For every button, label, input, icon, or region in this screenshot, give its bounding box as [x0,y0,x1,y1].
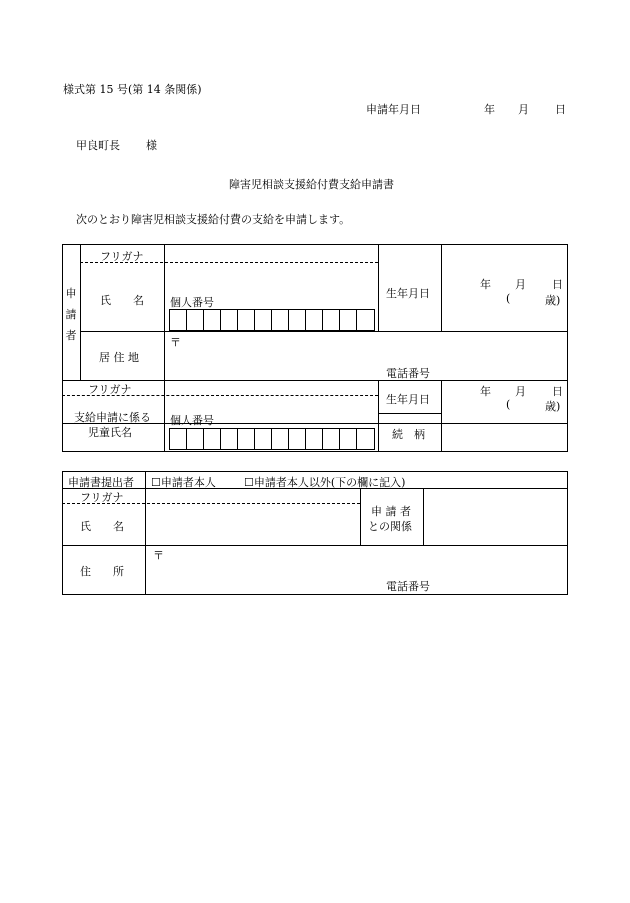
applicant-personal-number-label: 個人番号 [170,296,214,309]
application-date-month: 月 [518,103,529,116]
addressee: 甲良町長 [76,139,120,152]
submitter-option-self[interactable]: ☐申請者本人 [151,476,216,489]
child-birth-year: 年 [480,385,491,398]
child-name-label-2: 児童氏名 [88,426,132,439]
applicant-personal-number-boxes[interactable] [169,309,375,331]
submitter-address-label: 住 所 [80,565,124,578]
applicant-name-label: 氏 名 [100,294,144,307]
submitter-relation-label-2: との関係 [368,520,412,533]
applicant-postal-mark: 〒 [170,336,181,349]
intro-text: 次のとおり障害児相談支援給付費の支給を申請します。 [76,213,351,226]
submitter-relation-label-1: 申 請 者 [371,505,411,518]
applicant-age-close: 歳) [545,294,561,307]
form-title: 障害児相談支援給付費支給申請書 [229,178,394,191]
applicant-birthdate-label: 生年月日 [386,287,430,300]
child-birth-day: 日 [552,385,563,398]
submitter-furigana-label: フリガナ [80,491,124,504]
child-name-label-1: 支給申請に係る [74,411,151,424]
application-date-label: 申請年月日 [366,103,421,116]
applicant-birth-month: 月 [515,278,526,291]
submitter-label: 申請書提出者 [68,476,134,489]
submitter-postal-mark: 〒 [153,549,164,562]
applicant-age-open: ( [506,292,511,305]
submitter-option-other[interactable]: ☐申請者本人以外(下の欄に記入) [244,476,406,489]
child-age-close: 歳) [545,400,561,413]
applicant-furigana-label: フリガナ [100,250,144,263]
applicant-address-label: 居 住 地 [99,351,139,364]
child-age-open: ( [506,398,511,411]
child-personal-number-boxes[interactable] [169,428,375,450]
applicant-table [62,244,568,424]
child-birth-month: 月 [515,385,526,398]
application-date-year: 年 [484,103,495,116]
child-furigana-label: フリガナ [88,383,132,396]
applicant-birth-day: 日 [552,278,563,291]
applicant-birth-year: 年 [480,278,491,291]
child-personal-number-label: 個人番号 [170,414,214,427]
child-birthdate-label: 生年月日 [386,393,430,406]
submitter-name-label: 氏 名 [80,520,124,533]
form-number: 様式第 15 号(第 14 条関係) [63,83,202,96]
addressee-honorific: 様 [146,139,157,152]
applicant-section-label: 申請者 [65,287,77,342]
submitter-phone-label: 電話番号 [386,580,430,593]
child-relation-label: 続 柄 [392,428,425,441]
application-date-day: 日 [555,103,566,116]
applicant-phone-label: 電話番号 [386,367,430,380]
